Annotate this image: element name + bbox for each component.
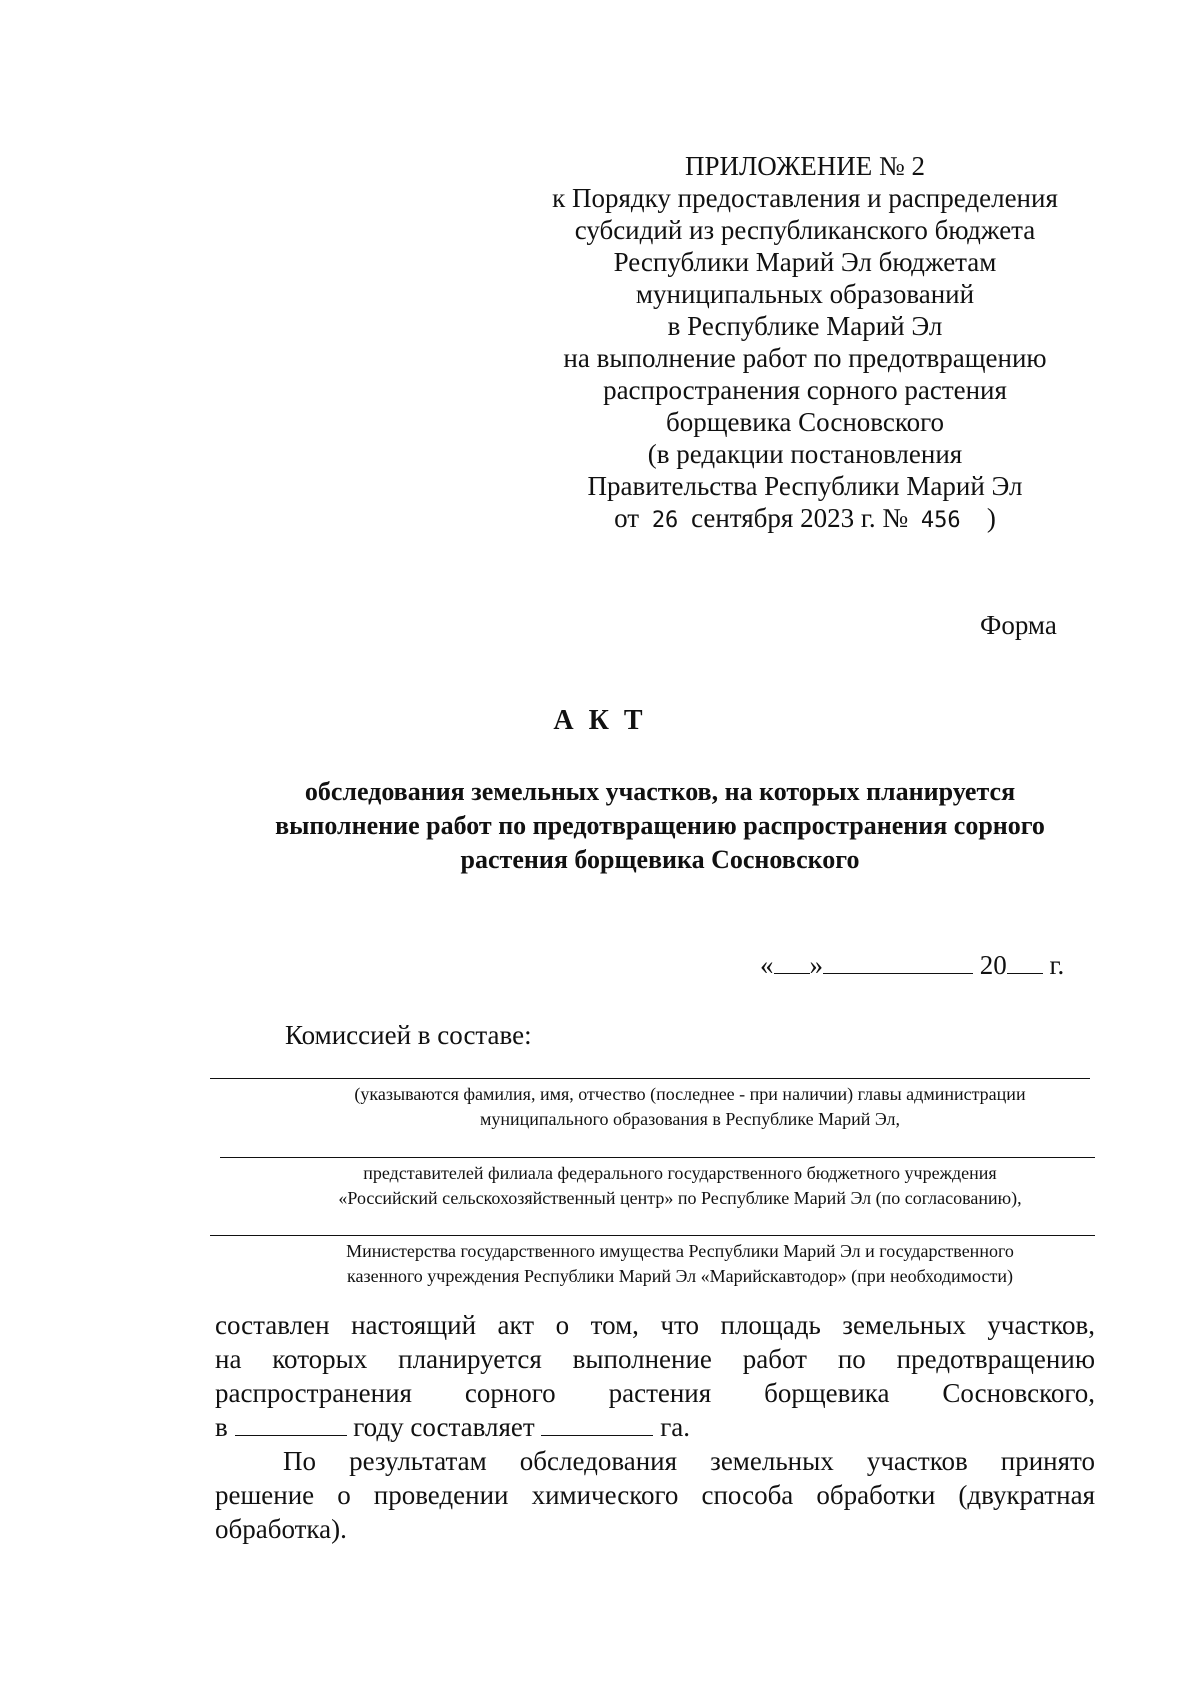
year-prefix: 20 [979, 950, 1007, 980]
close-quote: » [809, 950, 823, 980]
annex-line: распространения сорного растения [603, 375, 1007, 405]
hint-line: Министерства государственного имущества Республики Марий Эл и государственного [346, 1241, 1014, 1261]
form-label: Форма [980, 610, 1057, 640]
document-title: А К Т [553, 705, 647, 736]
fill-line-ministry-representatives[interactable] [210, 1235, 1095, 1236]
body-line: составлен настоящий акт о том, что площадь земельных участков, [215, 1310, 1095, 1340]
hint-line: представителей филиала федерального государственного бюджетного учреждения [363, 1163, 997, 1183]
annex-line: борщевика Сосновского [666, 407, 944, 437]
area-blank[interactable] [541, 1413, 653, 1436]
subject-line: растения борщевика Сосновского [460, 845, 860, 874]
field-hint [260, 1082, 1120, 1132]
annex-line: Правительства Республики Марий Эл [587, 471, 1023, 501]
hint-line: «Российский сельскохозяйственный центр» по Республике Марий Эл (по согласованию), [338, 1188, 1022, 1208]
body-text: га. [660, 1412, 690, 1442]
commission-label: Комиссией в составе: [285, 1020, 532, 1050]
body-line: решение о проведении химического способа обработки (двукратная [215, 1480, 1095, 1510]
date-middle: сентября 2023 г. № [691, 503, 909, 533]
annex-line: (в редакции постановления [647, 439, 963, 469]
body-line: По результатам обследования земельных участков принято [283, 1446, 1095, 1476]
subject-line: обследования земельных участков, на которых планируется [304, 777, 1016, 806]
year-blank[interactable] [235, 1413, 347, 1436]
hint-line: (указываются фамилия, имя, отчество (последнее - при наличии) главы администрации [354, 1084, 1026, 1104]
body-line: распространения сорного растения борщевика Сосновского, [215, 1378, 1095, 1408]
field-hint [250, 1239, 1110, 1289]
act-body [215, 1308, 1095, 1546]
annex-line: Республики Марий Эл бюджетам [613, 247, 997, 277]
date-suffix: ) [986, 503, 996, 533]
annex-line: в Республике Марий Эл [667, 311, 943, 341]
annex-line: на выполнение работ по предотвращению [563, 343, 1047, 373]
day-blank[interactable] [774, 951, 810, 974]
document-subject [200, 775, 1120, 877]
open-quote: « [760, 950, 774, 980]
field-hint [250, 1161, 1110, 1211]
resolution-date-line [520, 502, 1090, 537]
annex-line: к Порядку предоставления и распределения [552, 183, 1058, 213]
fill-line-head-of-administration[interactable] [210, 1078, 1090, 1079]
annex-block [520, 150, 1090, 537]
annex-line: субсидий из республиканского бюджета [574, 215, 1036, 245]
year-blank[interactable] [1007, 951, 1043, 974]
hint-line: казенного учреждения Республики Марий Эл «Марийскавтодор» (при необходимости) [347, 1266, 1013, 1286]
fill-line-agro-center-representatives[interactable] [220, 1157, 1095, 1158]
annex-line: муниципальных образований [635, 279, 975, 309]
act-date-field [760, 950, 1064, 981]
month-blank[interactable] [823, 951, 973, 974]
year-suffix: г. [1049, 950, 1065, 980]
body-line: обработка). [215, 1514, 347, 1544]
resolution-number: 456 [920, 508, 961, 533]
body-line: на которых планируется выполнение работ по предотвращению [215, 1344, 1095, 1374]
body-text: в [215, 1412, 228, 1442]
body-line-with-blanks [215, 1410, 1095, 1444]
body-text: году составляет [353, 1412, 535, 1442]
annex-title: ПРИЛОЖЕНИЕ № 2 [684, 151, 926, 181]
hint-line: муниципального образования в Республике Марий Эл, [479, 1109, 900, 1129]
resolution-day: 26 [651, 508, 679, 533]
date-prefix: от [614, 503, 640, 533]
subject-line: выполнение работ по предотвращению распространения сорного [275, 811, 1045, 840]
